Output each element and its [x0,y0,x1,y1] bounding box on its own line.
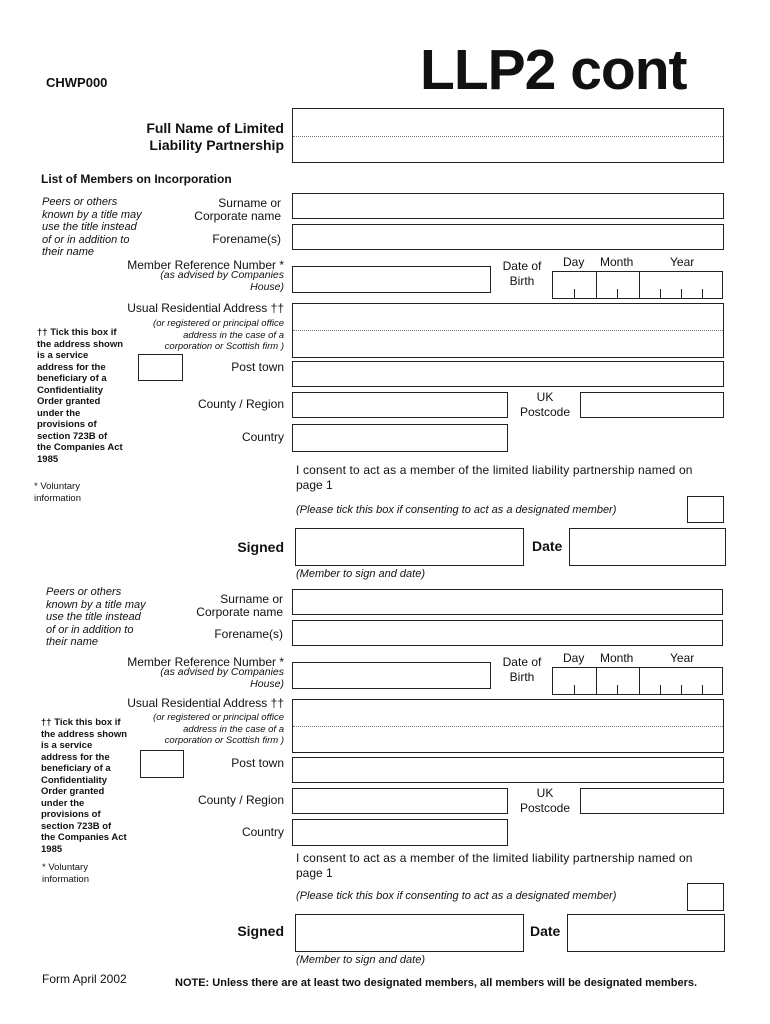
form-code: CHWP000 [46,75,108,90]
address-label: Usual Residential Address †† [127,301,284,315]
date-label: Date [530,923,561,939]
member-ref-note: (as advised by Companies House) [160,666,284,690]
signed-label: Signed [237,539,284,555]
dob-label: Date of Birth [502,655,542,684]
sign-note: (Member to sign and date) [296,954,426,966]
address-field[interactable] [292,303,724,358]
forenames-field[interactable] [292,620,723,646]
day-label: Day [563,255,585,269]
uk-postcode-label: UK Postcode [519,786,571,815]
form-date: Form April 2002 [42,972,127,986]
dob-label: Date of Birth [502,259,542,288]
sign-note: (Member to sign and date) [296,568,426,580]
forenames-field[interactable] [292,224,724,250]
dob-field[interactable] [552,271,723,299]
designated-member-checkbox[interactable] [687,883,724,911]
post-town-field[interactable] [292,361,724,387]
postcode-field[interactable] [580,788,724,814]
member-ref-field[interactable] [292,662,491,689]
signature-field[interactable] [295,914,524,952]
county-label: County / Region [197,397,284,411]
signature-field[interactable] [295,528,524,566]
address-field[interactable] [292,699,724,753]
member-ref-field[interactable] [292,266,491,293]
member-ref-label: Member Reference Number * [127,655,284,669]
month-label: Month [600,651,634,665]
surname-label: Surname or Corporate name [196,592,283,619]
forenames-label: Forename(s) [214,627,283,641]
dob-field[interactable] [552,667,723,695]
country-label: Country [241,825,284,839]
address-label: Usual Residential Address †† [127,696,284,710]
year-label: Year [670,255,695,269]
list-heading: List of Members on Incorporation [41,172,232,186]
designated-member-checkbox[interactable] [687,496,724,523]
postcode-field[interactable] [580,392,724,418]
tick-note: †† Tick this box if the address shown is a service address for the beneficiary of a Confidentiality Order granted under the provisions of section 723B of the Companies Act 1985 [41,717,128,855]
consent-text: I consent to act as a member of the limited liability partnership named on page 1 [296,463,693,492]
address-note: (or registered or principal office address in the case of a corporation or Scottish firm ) [153,712,284,746]
year-label: Year [670,651,695,665]
country-label: Country [241,430,284,444]
form-title: LLP2 cont [420,38,687,102]
peers-note: Peers or others known by a title may use the title instead of or in addition to their name [42,196,142,258]
post-town-label: Post town [231,756,284,770]
month-label: Month [600,255,634,269]
llp-name-label-1: Full Name of Limited [146,120,284,136]
post-town-label: Post town [231,360,284,374]
surname-field[interactable] [292,193,724,219]
county-field[interactable] [292,788,508,814]
tick-note: †† Tick this box if the address shown is a service address for the beneficiary of a Confidentiality Order granted under the provisions of section 723B of the Companies Act 1985 [37,327,124,465]
surname-label: Surname or Corporate name [194,196,281,223]
forenames-label: Forename(s) [212,232,281,246]
uk-postcode-label: UK Postcode [519,390,571,419]
voluntary-note: * Voluntary information [42,862,89,885]
designated-note: (Please tick this box if consenting to act as a designated member) [296,890,617,902]
llp-name-label-2: Liability Partnership [149,137,284,153]
designated-note: (Please tick this box if consenting to act as a designated member) [296,504,617,516]
member-ref-label: Member Reference Number * [127,258,284,272]
post-town-field[interactable] [292,757,724,783]
country-field[interactable] [292,424,508,452]
county-label: County / Region [197,793,284,807]
footer-note: NOTE: Unless there are at least two designated members, all members will be designated members. [175,977,698,989]
member-ref-note: (as advised by Companies House) [160,269,284,293]
date-field[interactable] [569,528,726,566]
llp-name-field[interactable] [292,108,724,163]
consent-text: I consent to act as a member of the limited liability partnership named on page 1 [296,851,693,880]
voluntary-note: * Voluntary information [34,481,81,504]
date-field[interactable] [567,914,725,952]
county-field[interactable] [292,392,508,418]
signed-label: Signed [237,923,284,939]
address-note: (or registered or principal office address in the case of a corporation or Scottish firm ) [153,318,284,352]
country-field[interactable] [292,819,508,846]
date-label: Date [532,538,563,554]
surname-field[interactable] [292,589,723,615]
peers-note: Peers or others known by a title may use the title instead of or in addition to their name [46,586,146,648]
day-label: Day [563,651,585,665]
